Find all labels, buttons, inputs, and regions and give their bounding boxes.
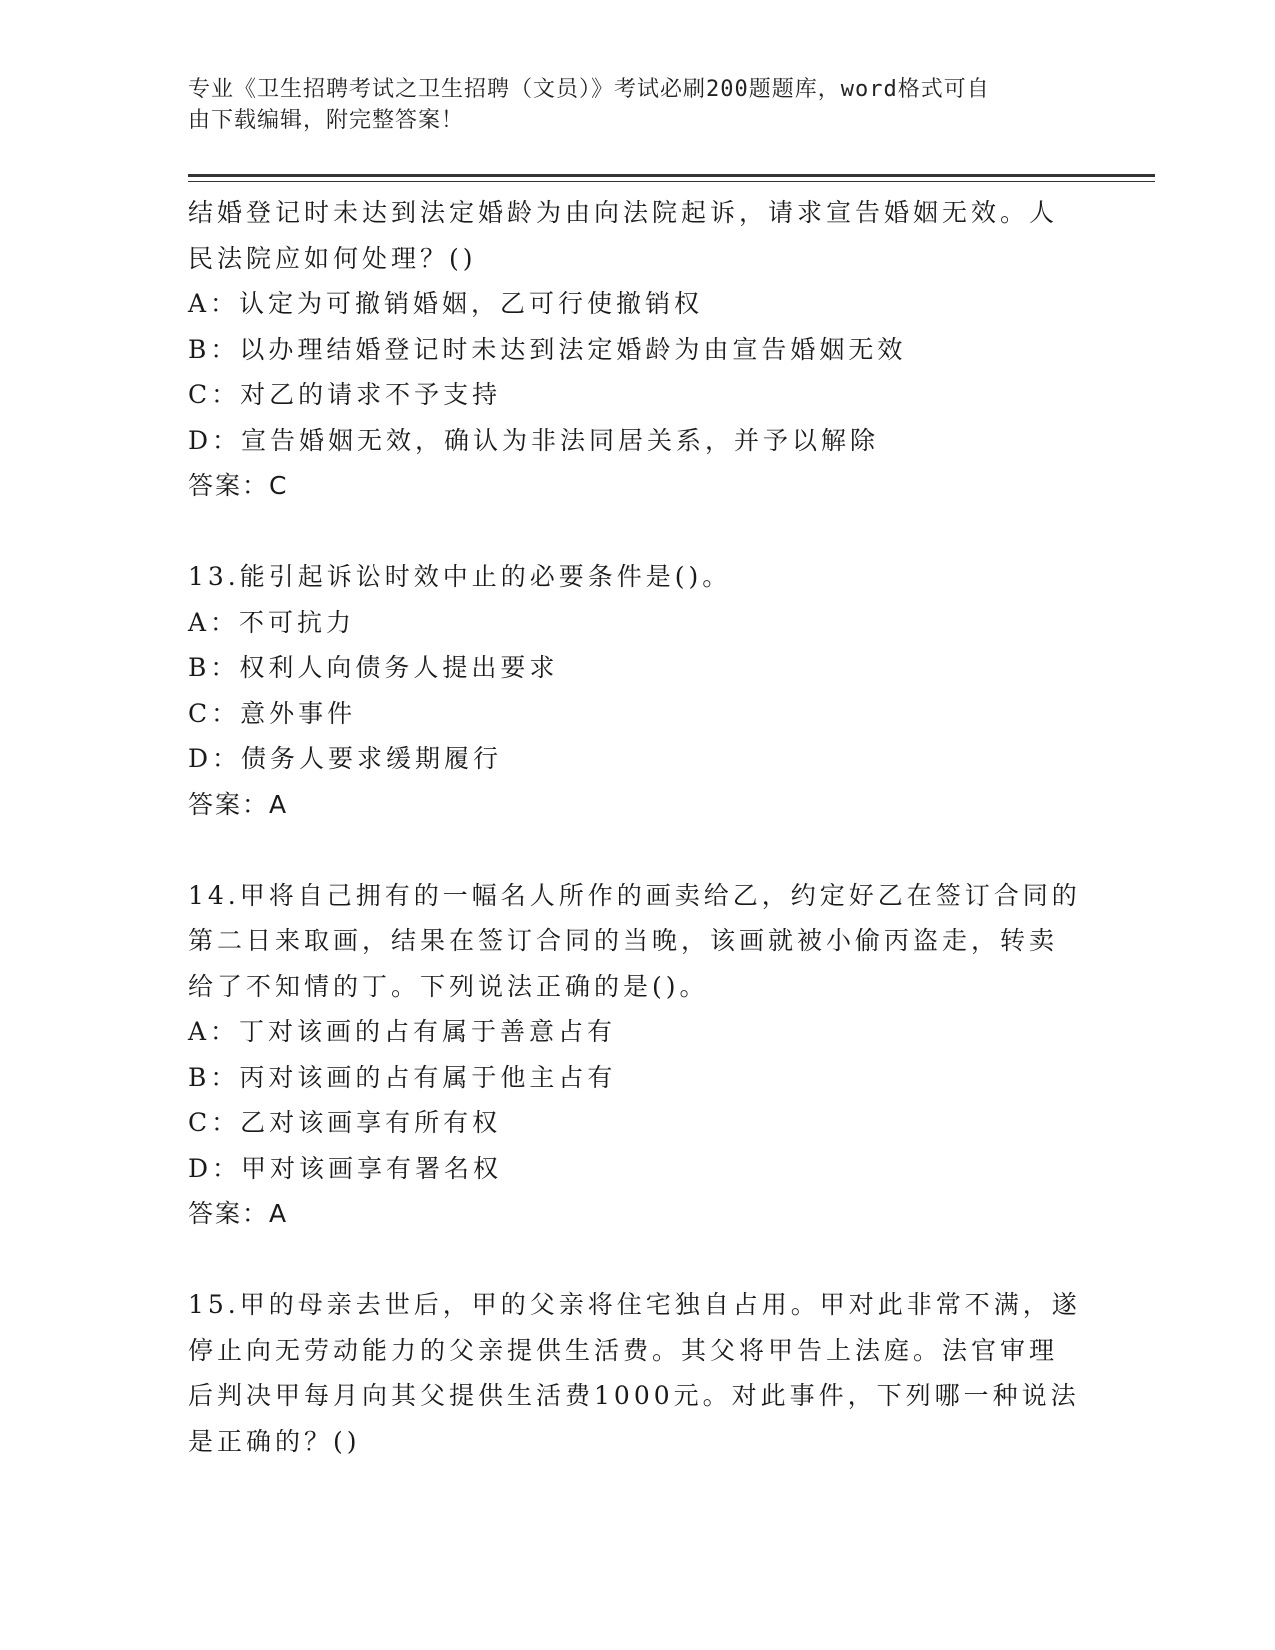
question-block — [188, 554, 1078, 827]
question-stem-line: 13.能引起诉讼时效中止的必要条件是()。 — [188, 562, 732, 591]
answer-line: 答案：A — [188, 1199, 289, 1228]
option-c: C：乙对该画享有所有权 — [188, 1108, 502, 1137]
question-stem-line: 停止向无劳动能力的父亲提供生活费。其父将甲告上法庭。法官审理 — [188, 1335, 1059, 1365]
option-a: A：认定为可撤销婚姻，乙可行使撤销权 — [188, 289, 704, 318]
option-a: A：丁对该画的占有属于善意占有 — [188, 1017, 617, 1046]
option-a: A：不可抗力 — [188, 607, 356, 637]
question-spacer — [188, 1237, 1078, 1283]
question-list — [188, 190, 1081, 1464]
option-c: C：意外事件 — [188, 698, 357, 728]
question-stem-line: 第二日来取画，结果在签订合同的当晚，该画就被小偷丙盗走，转卖 — [188, 926, 1059, 955]
question-stem-line: 结婚登记时未达到法定婚龄为由向法院起诉，请求宣告婚姻无效。人 — [188, 198, 1059, 227]
option-d: D：债务人要求缓期履行 — [188, 744, 503, 773]
option-d: D：甲对该画享有署名权 — [188, 1153, 503, 1183]
document-header — [188, 74, 1068, 136]
header-rule-thick — [188, 174, 1155, 177]
question-stem-line: 15.甲的母亲去世后，甲的父亲将住宅独自占用。甲对此非常不满，遂 — [188, 1290, 1081, 1319]
answer-line: 答案：A — [188, 789, 289, 819]
question-stem-line: 给了不知情的丁。下列说法正确的是()。 — [188, 971, 709, 1001]
option-c: C：对乙的请求不予支持 — [188, 380, 502, 409]
question-stem-line: 是正确的？() — [188, 1426, 361, 1456]
question-stem-line: 后判决甲每月向其父提供生活费1000元。对此事件，下列哪一种说法 — [188, 1381, 1080, 1410]
header-line-2: 由下载编辑，附完整答案！ — [188, 108, 465, 133]
option-b: B：以办理结婚登记时未达到法定婚龄为由宣告婚姻无效 — [188, 334, 907, 364]
option-b: B：权利人向债务人提出要求 — [188, 653, 559, 682]
question-stem-line: 14.甲将自己拥有的一幅名人所作的画卖给乙，约定好乙在签订合同的 — [188, 880, 1081, 910]
header-rule-thin — [188, 181, 1155, 182]
question-spacer — [188, 827, 1078, 873]
question-block — [188, 873, 1081, 1237]
answer-line: 答案：C — [188, 471, 289, 500]
question-stem-line: 民法院应如何处理？() — [188, 243, 477, 273]
option-d: D：宣告婚姻无效，确认为非法同居关系，并予以解除 — [188, 425, 880, 455]
question-block — [188, 1282, 1081, 1464]
question-block — [188, 190, 1078, 509]
header-line-1: 专业《卫生招聘考试之卫生招聘（文员）》考试必刷200题题库，word格式可自 — [188, 77, 990, 102]
option-b: B：丙对该画的占有属于他主占有 — [188, 1062, 617, 1092]
question-spacer — [188, 509, 1078, 555]
